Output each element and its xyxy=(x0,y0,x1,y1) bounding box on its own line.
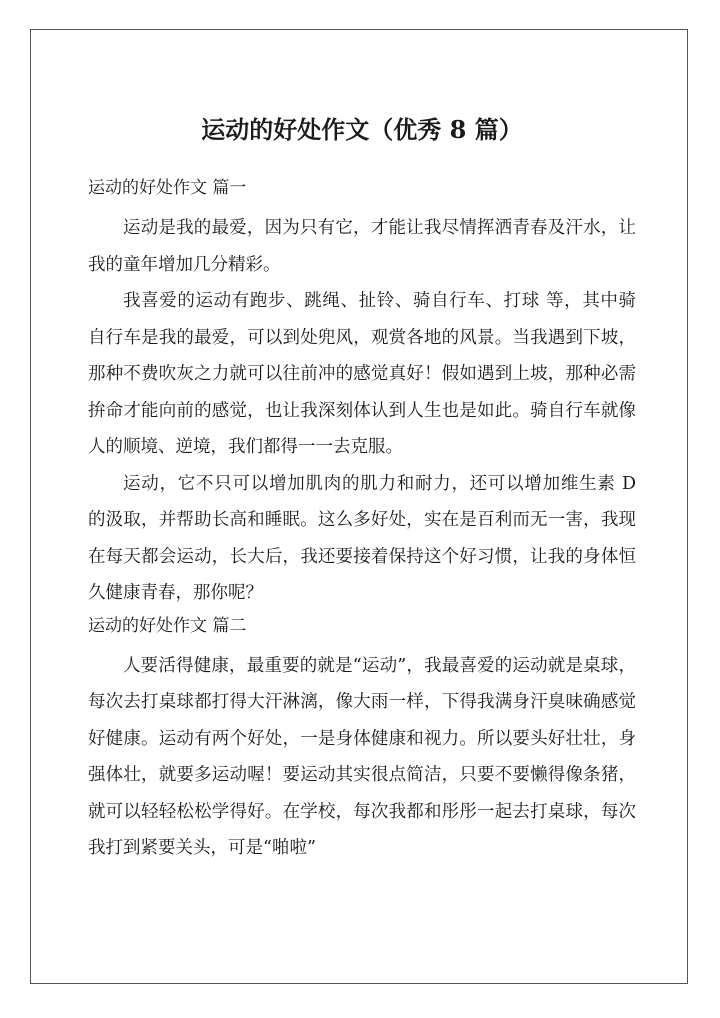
paragraph: 运动，它不只可以增加肌肉的肌力和耐力，还可以增加维生素 D 的汲取，并帮助长高和睡眠。这么多好处，实在是百利而无一害，我现在每天都会运动，长大后，我还要接着保持这个好习惯，让我的身体恒久健康青春，那你呢？ xyxy=(88,473,636,603)
section-heading: 运动的好处作文 篇一 xyxy=(88,178,247,198)
section-heading: 运动的好处作文 篇二 xyxy=(88,615,247,636)
paragraph: 我喜爱的运动有跑步、跳绳、扯铃、骑自行车、打球 等，其中骑自行车是我的最爱，可以到处兜风，观赏各地的风景。当我遇到下坡，那种不费吹灰之力就可以往前冲的感觉真好！假如遇到上坡，那种必需拚命才能向前的感觉，也让我深刻体认到人生也是如此。骑自行车就像人的顺境、逆境，我们都得一一去克服。 xyxy=(88,291,636,457)
paragraph: 人要活得健康，最重要的就是“运动”，我最喜爱的运动就是桌球，每次去打桌球都打得大汗淋漓，像大雨一样，下得我满身汗臭味确感觉好健康。运动有两个好处，一是身体健康和视力。所以要头好壮壮，身强体壮，就要多运动喔！要运动其实很点简洁，只要不要懒得像条猪，就可以轻轻松松学得好。在学校，每次我都和彤彤一起去打桌球，每次我打到紧要关头，可是“啪啦” xyxy=(88,655,636,858)
paragraph: 运动是我的最爱，因为只有它，才能让我尽情挥洒青春及汗水，让我的童年增加几分精彩。 xyxy=(88,218,636,275)
section-2 xyxy=(88,612,636,867)
document-body xyxy=(88,110,636,867)
document-title: 运动的好处作文（优秀 8 篇） xyxy=(201,115,523,144)
section-1 xyxy=(88,174,636,612)
